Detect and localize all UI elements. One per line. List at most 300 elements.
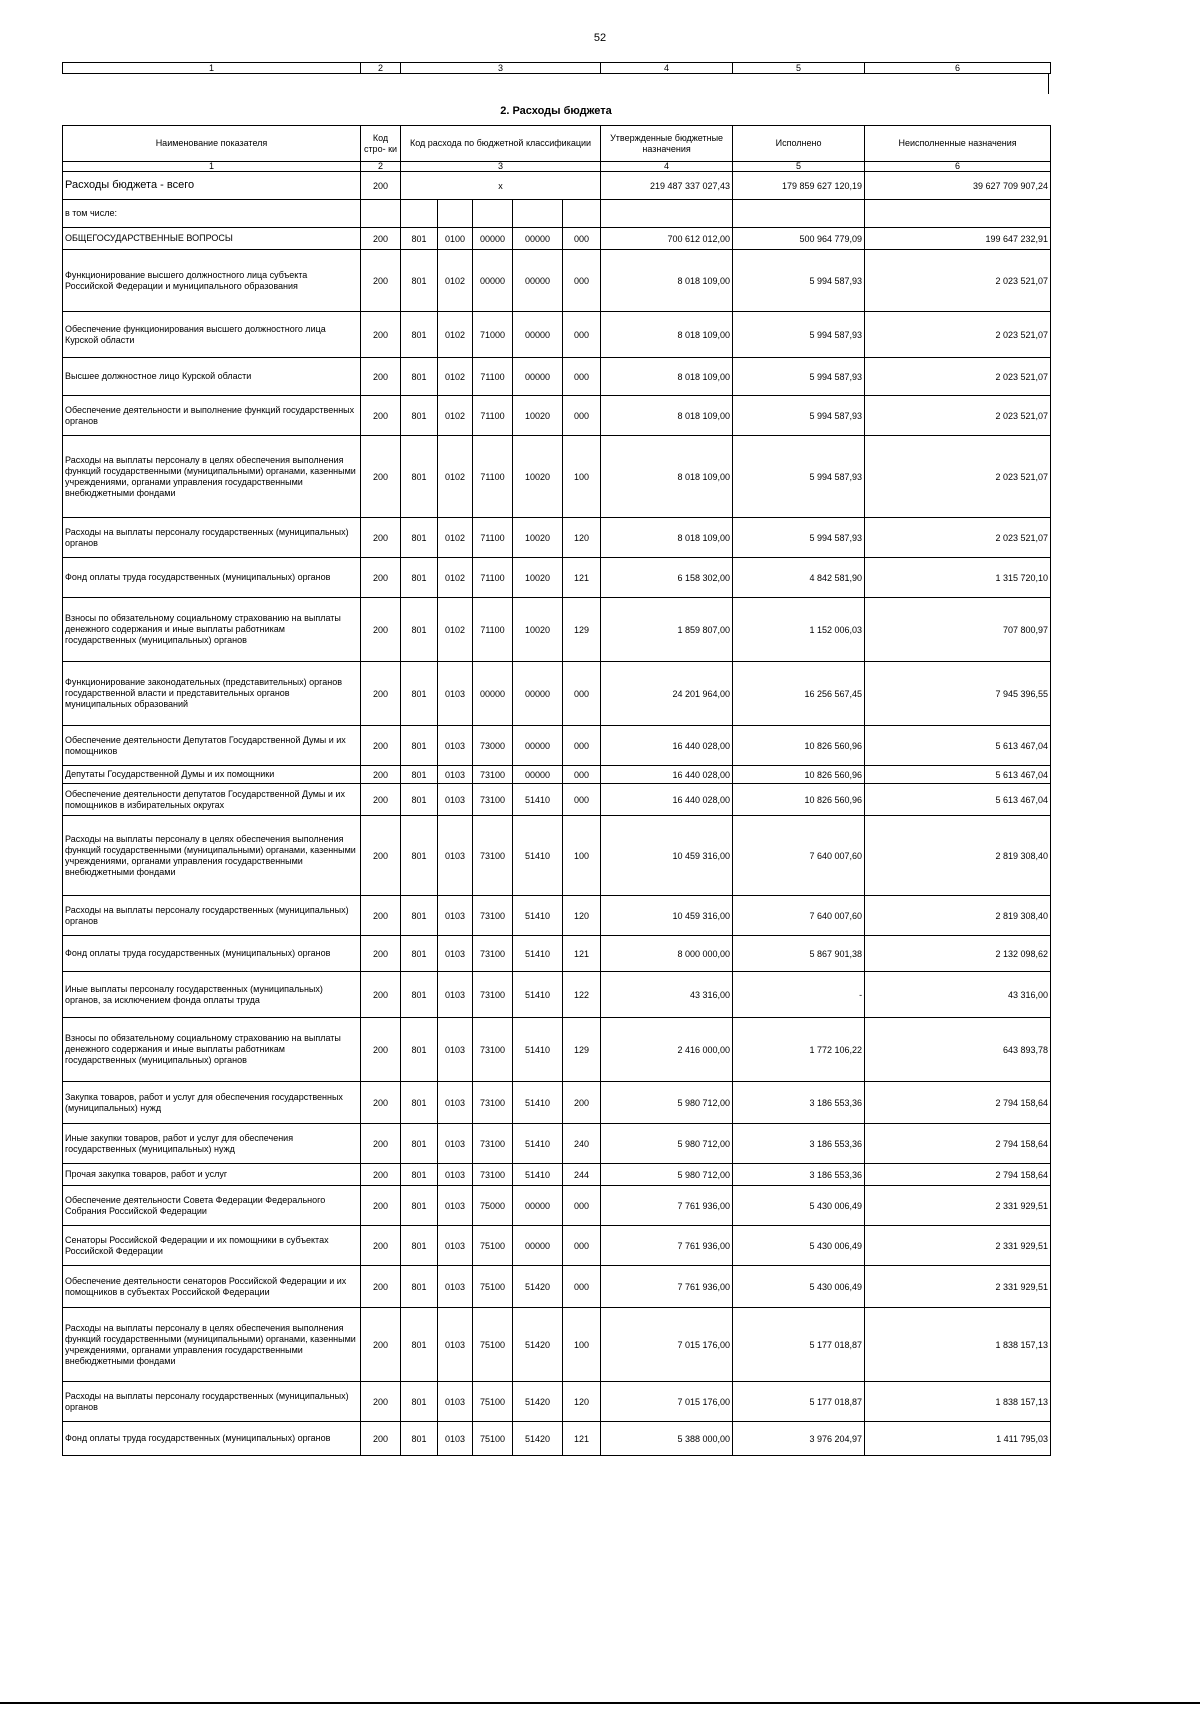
row-executed: 5 430 006,49 [733,1186,865,1226]
row-class-2: 0103 [438,662,473,726]
row-unexecuted: 2 023 521,07 [865,250,1051,312]
strip-col-3: 3 [401,63,601,74]
row-class-5: 000 [563,228,601,250]
row-name: Депутаты Государственной Думы и их помощники [63,766,361,784]
row-unexecuted: 1 315 720,10 [865,558,1051,598]
row-class-3: 71100 [473,558,513,598]
row-code: 200 [361,558,401,598]
row-class-4: 10020 [513,518,563,558]
row-approved: 8 000 000,00 [601,936,733,972]
table-row [63,1082,1051,1124]
row-class-5: 000 [563,396,601,436]
row-approved: 10 459 316,00 [601,896,733,936]
row-name: Расходы на выплаты персоналу государственных (муниципальных) органов [63,518,361,558]
row-class-4: 10020 [513,396,563,436]
table-row [63,312,1051,358]
row-class-4: 10020 [513,598,563,662]
table-row [63,358,1051,396]
row-approved: 16 440 028,00 [601,784,733,816]
row-class-1: 801 [401,228,438,250]
row-code: 200 [361,1082,401,1124]
row-class-5: 120 [563,518,601,558]
row-name: Сенаторы Российской Федерации и их помощники в субъектах Российской Федерации [63,1226,361,1266]
row-class-1: 801 [401,598,438,662]
table-row [63,1308,1051,1382]
table-row [63,436,1051,518]
row-executed: 5 994 587,93 [733,250,865,312]
row-unexecuted: 2 023 521,07 [865,396,1051,436]
row-code: 200 [361,1226,401,1266]
row-unexecuted: 199 647 232,91 [865,228,1051,250]
row-class-2: 0103 [438,936,473,972]
row-unexecuted: 2 819 308,40 [865,816,1051,896]
row-unexecuted: 2 794 158,64 [865,1082,1051,1124]
index-col-1: 1 [63,162,361,172]
row-class-5: 121 [563,936,601,972]
row-code: 200 [361,436,401,518]
row-name: ОБЩЕГОСУДАРСТВЕННЫЕ ВОПРОСЫ [63,228,361,250]
row-class-5: 000 [563,726,601,766]
row-code: 200 [361,396,401,436]
row-class-2: 0103 [438,1266,473,1308]
row-name: Расходы на выплаты персоналу в целях обеспечения выполнения функций государственными (муниципальными) органами, казенными учреждениями, органами управления государственными внебюджетными фондами [63,816,361,896]
row-unexecuted: 707 800,97 [865,598,1051,662]
row-executed: 1 152 006,03 [733,598,865,662]
empty-cell [733,200,865,228]
row-unexecuted: 5 613 467,04 [865,784,1051,816]
row-executed: 7 640 007,60 [733,896,865,936]
row-approved: 1 859 807,00 [601,598,733,662]
row-name: Расходы на выплаты персоналу государственных (муниципальных) органов [63,1382,361,1422]
row-name: Функционирование законодательных (представительных) органов государственной власти и представительных органов муниципальных образований [63,662,361,726]
row-class-2: 0102 [438,312,473,358]
row-class-3: 75100 [473,1422,513,1456]
row-unexecuted: 2 331 929,51 [865,1226,1051,1266]
row-class-3: 00000 [473,228,513,250]
row-class-2: 0102 [438,396,473,436]
row-name: Обеспечение деятельности сенаторов Российской Федерации и их помощников в субъектах Российской Федерации [63,1266,361,1308]
row-class-3: 73100 [473,816,513,896]
row-code: 200 [361,766,401,784]
row-approved: 8 018 109,00 [601,358,733,396]
table-row [63,662,1051,726]
row-code: 200 [361,1018,401,1082]
row-executed: 4 842 581,90 [733,558,865,598]
header-unexecuted: Неисполненные назначения [865,126,1051,162]
row-class-2: 0103 [438,1082,473,1124]
total-row [63,172,1051,200]
row-class-1: 801 [401,518,438,558]
row-approved: 7 761 936,00 [601,1186,733,1226]
row-class-2: 0103 [438,766,473,784]
row-approved: 2 416 000,00 [601,1018,733,1082]
row-code: 200 [361,1124,401,1164]
row-code: 200 [361,972,401,1018]
row-approved: 5 388 000,00 [601,1422,733,1456]
row-executed: 3 976 204,97 [733,1422,865,1456]
row-class-3: 71100 [473,436,513,518]
index-col-4: 4 [601,162,733,172]
row-name: Прочая закупка товаров, работ и услуг [63,1164,361,1186]
row-approved: 43 316,00 [601,972,733,1018]
row-class-3: 71100 [473,598,513,662]
row-unexecuted: 1 838 157,13 [865,1382,1051,1422]
row-approved: 5 980 712,00 [601,1164,733,1186]
total-executed: 179 859 627 120,19 [733,172,865,200]
row-class-2: 0103 [438,1308,473,1382]
row-executed: 5 177 018,87 [733,1382,865,1422]
row-name: Функционирование высшего должностного лица субъекта Российской Федерации и муниципального образования [63,250,361,312]
row-name: Фонд оплаты труда государственных (муниципальных) органов [63,936,361,972]
row-executed: 10 826 560,96 [733,766,865,784]
row-class-4: 51410 [513,816,563,896]
row-class-3: 75100 [473,1308,513,1382]
row-class-1: 801 [401,972,438,1018]
table-row [63,1164,1051,1186]
row-class-2: 0103 [438,784,473,816]
row-class-2: 0102 [438,598,473,662]
total-approved: 219 487 337 027,43 [601,172,733,200]
table-row [63,726,1051,766]
row-class-4: 00000 [513,662,563,726]
row-code: 200 [361,358,401,396]
row-code: 200 [361,896,401,936]
row-code: 200 [361,816,401,896]
section-title: 2. Расходы бюджета [500,105,612,117]
row-class-1: 801 [401,1164,438,1186]
row-class-2: 0102 [438,558,473,598]
row-code: 200 [361,1164,401,1186]
row-class-4: 00000 [513,1226,563,1266]
row-class-4: 51410 [513,896,563,936]
table-row [63,396,1051,436]
index-col-2: 2 [361,162,401,172]
total-name: Расходы бюджета - всего [63,172,361,200]
row-class-3: 73100 [473,896,513,936]
row-class-3: 75100 [473,1382,513,1422]
row-class-2: 0103 [438,1186,473,1226]
table-row [63,784,1051,816]
row-class-2: 0103 [438,1382,473,1422]
row-unexecuted: 2 819 308,40 [865,896,1051,936]
row-code: 200 [361,312,401,358]
row-unexecuted: 2 023 521,07 [865,312,1051,358]
row-class-1: 801 [401,1186,438,1226]
row-approved: 8 018 109,00 [601,250,733,312]
row-name: Обеспечение деятельности и выполнение функций государственных органов [63,396,361,436]
row-executed: 10 826 560,96 [733,726,865,766]
row-class-1: 801 [401,816,438,896]
page-number: 52 [593,32,607,44]
row-class-2: 0102 [438,436,473,518]
row-class-3: 75100 [473,1226,513,1266]
row-class-4: 51410 [513,1082,563,1124]
table-row [63,250,1051,312]
total-class-mark: x [401,172,601,200]
row-code: 200 [361,1266,401,1308]
row-class-2: 0103 [438,816,473,896]
row-approved: 16 440 028,00 [601,726,733,766]
table-row [63,1422,1051,1456]
row-name: Фонд оплаты труда государственных (муниципальных) органов [63,558,361,598]
row-approved: 700 612 012,00 [601,228,733,250]
row-approved: 10 459 316,00 [601,816,733,896]
row-executed: 16 256 567,45 [733,662,865,726]
row-approved: 7 015 176,00 [601,1308,733,1382]
row-class-5: 000 [563,250,601,312]
row-class-5: 000 [563,766,601,784]
strip-col-5: 5 [733,63,865,74]
row-class-3: 00000 [473,250,513,312]
row-class-1: 801 [401,436,438,518]
row-class-2: 0103 [438,972,473,1018]
row-class-3: 71100 [473,396,513,436]
row-class-1: 801 [401,358,438,396]
row-class-5: 100 [563,1308,601,1382]
row-class-5: 129 [563,598,601,662]
row-class-2: 0103 [438,896,473,936]
table-row [63,228,1051,250]
row-class-1: 801 [401,1082,438,1124]
row-name: Фонд оплаты труда государственных (муниципальных) органов [63,1422,361,1456]
row-name: Обеспечение деятельности депутатов Государственной Думы и их помощников в избирательных округах [63,784,361,816]
row-class-1: 801 [401,1308,438,1382]
bottom-rule [0,1702,1200,1704]
row-class-4: 00000 [513,312,563,358]
row-class-5: 000 [563,1266,601,1308]
row-name: Расходы на выплаты персоналу в целях обеспечения выполнения функций государственными (муниципальными) органами, казенными учреждениями, органами управления государственными внебюджетными фондами [63,436,361,518]
including-row [63,200,1051,228]
row-unexecuted: 2 132 098,62 [865,936,1051,972]
row-class-4: 51420 [513,1266,563,1308]
row-class-1: 801 [401,1422,438,1456]
row-unexecuted: 643 893,78 [865,1018,1051,1082]
table-row [63,816,1051,896]
index-col-6: 6 [865,162,1051,172]
row-executed: - [733,972,865,1018]
row-approved: 8 018 109,00 [601,396,733,436]
row-executed: 5 994 587,93 [733,518,865,558]
empty-cell [563,200,601,228]
row-name: Иные выплаты персоналу государственных (муниципальных) органов, за исключением фонда оплаты труда [63,972,361,1018]
row-class-3: 73100 [473,972,513,1018]
row-class-5: 100 [563,816,601,896]
table-row [63,896,1051,936]
row-class-1: 801 [401,1382,438,1422]
strip-col-4: 4 [601,63,733,74]
row-executed: 3 186 553,36 [733,1082,865,1124]
row-class-3: 73100 [473,784,513,816]
row-class-1: 801 [401,662,438,726]
row-class-5: 200 [563,1082,601,1124]
row-class-4: 51410 [513,784,563,816]
table-row [63,766,1051,784]
row-name: Обеспечение деятельности Депутатов Государственной Думы и их помощников [63,726,361,766]
row-class-4: 00000 [513,358,563,396]
row-class-3: 73000 [473,726,513,766]
row-class-1: 801 [401,1018,438,1082]
strip-col-2: 2 [361,63,401,74]
row-class-4: 00000 [513,766,563,784]
row-unexecuted: 2 794 158,64 [865,1124,1051,1164]
row-class-5: 100 [563,436,601,518]
row-class-5: 244 [563,1164,601,1186]
row-class-5: 240 [563,1124,601,1164]
header-executed: Исполнено [733,126,865,162]
row-class-1: 801 [401,936,438,972]
row-class-4: 10020 [513,436,563,518]
row-name: Расходы на выплаты персоналу в целях обеспечения выполнения функций государственными (муниципальными) органами, казенными учреждениями, органами управления государственными внебюджетными фондами [63,1308,361,1382]
row-executed: 5 177 018,87 [733,1308,865,1382]
row-class-4: 00000 [513,726,563,766]
strip-col-1: 1 [63,63,361,74]
row-class-1: 801 [401,766,438,784]
row-class-5: 000 [563,358,601,396]
row-unexecuted: 1 838 157,13 [865,1308,1051,1382]
row-class-4: 51420 [513,1308,563,1382]
empty-cell [401,200,438,228]
row-name: Обеспечение деятельности Совета Федерации Федерального Собрания Российской Федерации [63,1186,361,1226]
row-code: 200 [361,662,401,726]
row-class-1: 801 [401,1124,438,1164]
row-code: 200 [361,1382,401,1422]
row-class-2: 0103 [438,1018,473,1082]
row-class-5: 000 [563,1226,601,1266]
row-name: Закупка товаров, работ и услуг для обеспечения государственных (муниципальных) нужд [63,1082,361,1124]
row-class-3: 00000 [473,662,513,726]
row-class-2: 0102 [438,518,473,558]
strip-col-6: 6 [865,63,1051,74]
row-class-2: 0103 [438,1422,473,1456]
row-class-3: 71000 [473,312,513,358]
row-unexecuted: 2 023 521,07 [865,518,1051,558]
row-approved: 7 015 176,00 [601,1382,733,1422]
row-class-5: 121 [563,1422,601,1456]
row-class-5: 120 [563,896,601,936]
row-class-3: 73100 [473,1124,513,1164]
row-class-2: 0100 [438,228,473,250]
empty-cell [473,200,513,228]
row-class-1: 801 [401,784,438,816]
empty-cell [361,200,401,228]
row-code: 200 [361,1422,401,1456]
row-executed: 5 994 587,93 [733,396,865,436]
row-executed: 5 867 901,38 [733,936,865,972]
row-unexecuted: 2 023 521,07 [865,436,1051,518]
row-class-3: 73100 [473,1018,513,1082]
index-col-5: 5 [733,162,865,172]
row-class-4: 51410 [513,1124,563,1164]
row-class-4: 00000 [513,250,563,312]
empty-cell [601,200,733,228]
row-code: 200 [361,518,401,558]
row-approved: 5 980 712,00 [601,1124,733,1164]
row-class-4: 51410 [513,972,563,1018]
row-name: Взносы по обязательному социальному страхованию на выплаты денежного содержания и иные выплаты работникам государственных (муниципальных) органов [63,1018,361,1082]
row-class-4: 10020 [513,558,563,598]
row-name: Высшее должностное лицо Курской области [63,358,361,396]
row-class-1: 801 [401,726,438,766]
row-approved: 24 201 964,00 [601,662,733,726]
row-code: 200 [361,598,401,662]
row-class-3: 71100 [473,518,513,558]
row-class-1: 801 [401,312,438,358]
row-name: Расходы на выплаты персоналу государственных (муниципальных) органов [63,896,361,936]
row-name: Иные закупки товаров, работ и услуг для обеспечения государственных (муниципальных) нужд [63,1124,361,1164]
row-class-3: 71100 [473,358,513,396]
header-approved: Утвержденные бюджетные назначения [601,126,733,162]
row-executed: 5 994 587,93 [733,436,865,518]
row-class-4: 51420 [513,1382,563,1422]
row-unexecuted: 1 411 795,03 [865,1422,1051,1456]
row-executed: 5 994 587,93 [733,358,865,396]
row-class-1: 801 [401,1226,438,1266]
row-unexecuted: 5 613 467,04 [865,726,1051,766]
row-code: 200 [361,784,401,816]
row-class-2: 0103 [438,1164,473,1186]
row-approved: 5 980 712,00 [601,1082,733,1124]
table-row [63,1266,1051,1308]
row-class-5: 000 [563,662,601,726]
row-code: 200 [361,228,401,250]
row-class-4: 00000 [513,1186,563,1226]
row-class-4: 51410 [513,1164,563,1186]
row-approved: 7 761 936,00 [601,1226,733,1266]
row-approved: 16 440 028,00 [601,766,733,784]
including-label: в том числе: [63,200,361,228]
row-executed: 3 186 553,36 [733,1164,865,1186]
empty-cell [865,200,1051,228]
row-class-2: 0102 [438,250,473,312]
row-unexecuted: 43 316,00 [865,972,1051,1018]
row-class-5: 000 [563,784,601,816]
row-code: 200 [361,1186,401,1226]
row-class-5: 122 [563,972,601,1018]
row-executed: 7 640 007,60 [733,816,865,896]
table-row [63,936,1051,972]
row-code: 200 [361,1308,401,1382]
row-code: 200 [361,936,401,972]
row-class-5: 121 [563,558,601,598]
index-col-3: 3 [401,162,601,172]
row-unexecuted: 7 945 396,55 [865,662,1051,726]
row-class-4: 00000 [513,228,563,250]
row-class-1: 801 [401,1266,438,1308]
total-unexecuted: 39 627 709 907,24 [865,172,1051,200]
row-code: 200 [361,726,401,766]
row-class-1: 801 [401,250,438,312]
table-row [63,1226,1051,1266]
total-code: 200 [361,172,401,200]
row-class-3: 73100 [473,1164,513,1186]
table-row [63,972,1051,1018]
row-unexecuted: 2 331 929,51 [865,1186,1051,1226]
table-row [63,518,1051,558]
row-class-4: 51410 [513,1018,563,1082]
empty-cell [513,200,563,228]
row-approved: 6 158 302,00 [601,558,733,598]
row-approved: 8 018 109,00 [601,436,733,518]
row-unexecuted: 2 023 521,07 [865,358,1051,396]
header-code: Код стро- ки [361,126,401,162]
row-code: 200 [361,250,401,312]
table-row [63,1382,1051,1422]
row-class-2: 0103 [438,1124,473,1164]
table-row [63,1186,1051,1226]
row-class-1: 801 [401,558,438,598]
row-class-3: 75100 [473,1266,513,1308]
row-unexecuted: 5 613 467,04 [865,766,1051,784]
